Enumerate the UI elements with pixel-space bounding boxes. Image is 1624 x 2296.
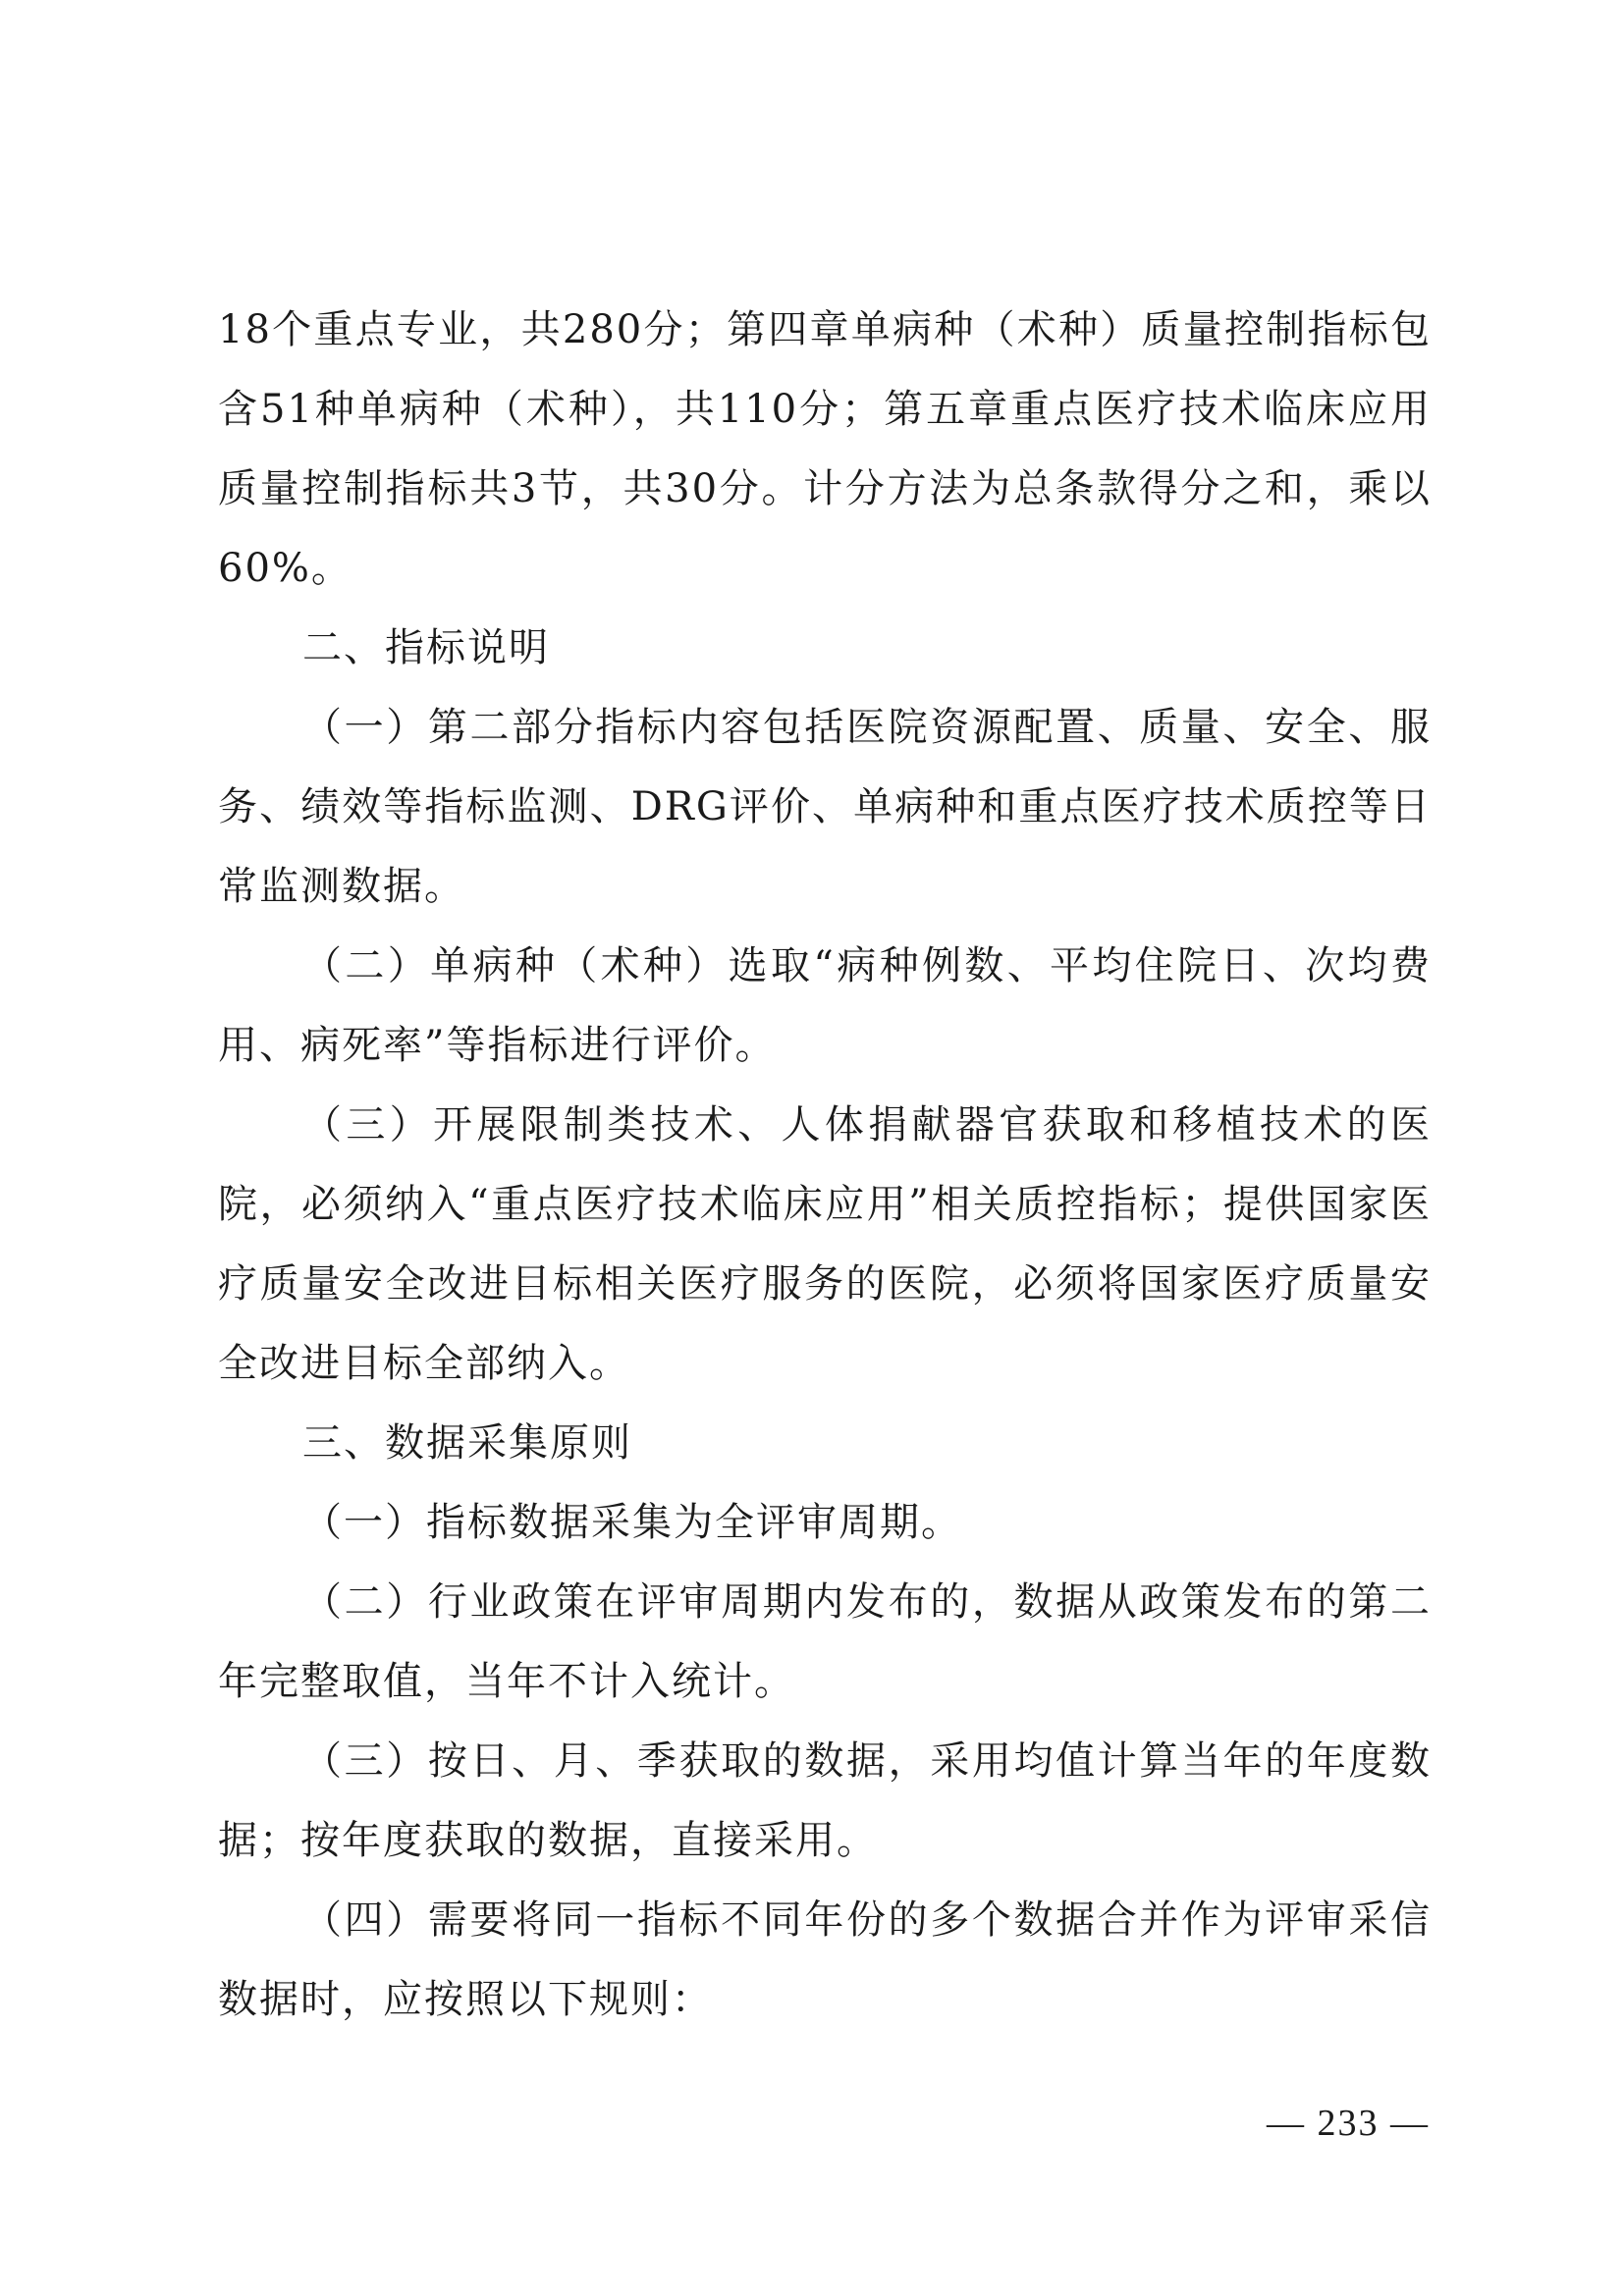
section-heading-indicator-notes: 二、指标说明 xyxy=(302,625,550,670)
paragraph-collection-rule-4: （四）需要将同一指标不同年份的多个数据合并作为评审采信数据时，应按照以下规则： xyxy=(218,1897,1432,2022)
document-body xyxy=(218,291,1432,2040)
section-heading-data-collection: 三、数据采集原则 xyxy=(302,1420,632,1466)
paragraph-indicator-note-3: （三）开展限制类技术、人体捐献器官获取和移植技术的医院，必须纳入“重点医疗技术临床应用”相关质控指标；提供国家医疗质量安全改进目标相关医疗服务的医院，必须将国家医疗质量安全改进目标全部纳入。 xyxy=(218,1102,1432,1386)
paragraph-collection-rule-1: （一）指标数据采集为全评审周期。 xyxy=(302,1500,962,1545)
paragraph-indicator-note-1: （一）第二部分指标内容包括医院资源配置、质量、安全、服务、绩效等指标监测、DRG评价、单病种和重点医疗技术质控等日常监测数据。 xyxy=(218,705,1432,909)
paragraph-indicator-note-2: （二）单病种（术种）选取“病种例数、平均住院日、次均费用、病死率”等指标进行评价。 xyxy=(218,943,1432,1068)
paragraph-collection-rule-3: （三）按日、月、季获取的数据，采用均值计算当年的年度数据；按年度获取的数据，直接采用。 xyxy=(218,1738,1432,1863)
page-number: — 233 — xyxy=(1267,2103,1430,2144)
paragraph-scoring-summary: 18个重点专业，共280分；第四章单病种（术种）质量控制指标包含51种单病种（术种），共110分；第五章重点医疗技术临床应用质量控制指标共3节，共30分。计分方法为总条款得分之和，乘以60%。 xyxy=(218,307,1432,591)
paragraph-collection-rule-2: （二）行业政策在评审周期内发布的，数据从政策发布的第二年完整取值，当年不计入统计。 xyxy=(218,1579,1432,1704)
